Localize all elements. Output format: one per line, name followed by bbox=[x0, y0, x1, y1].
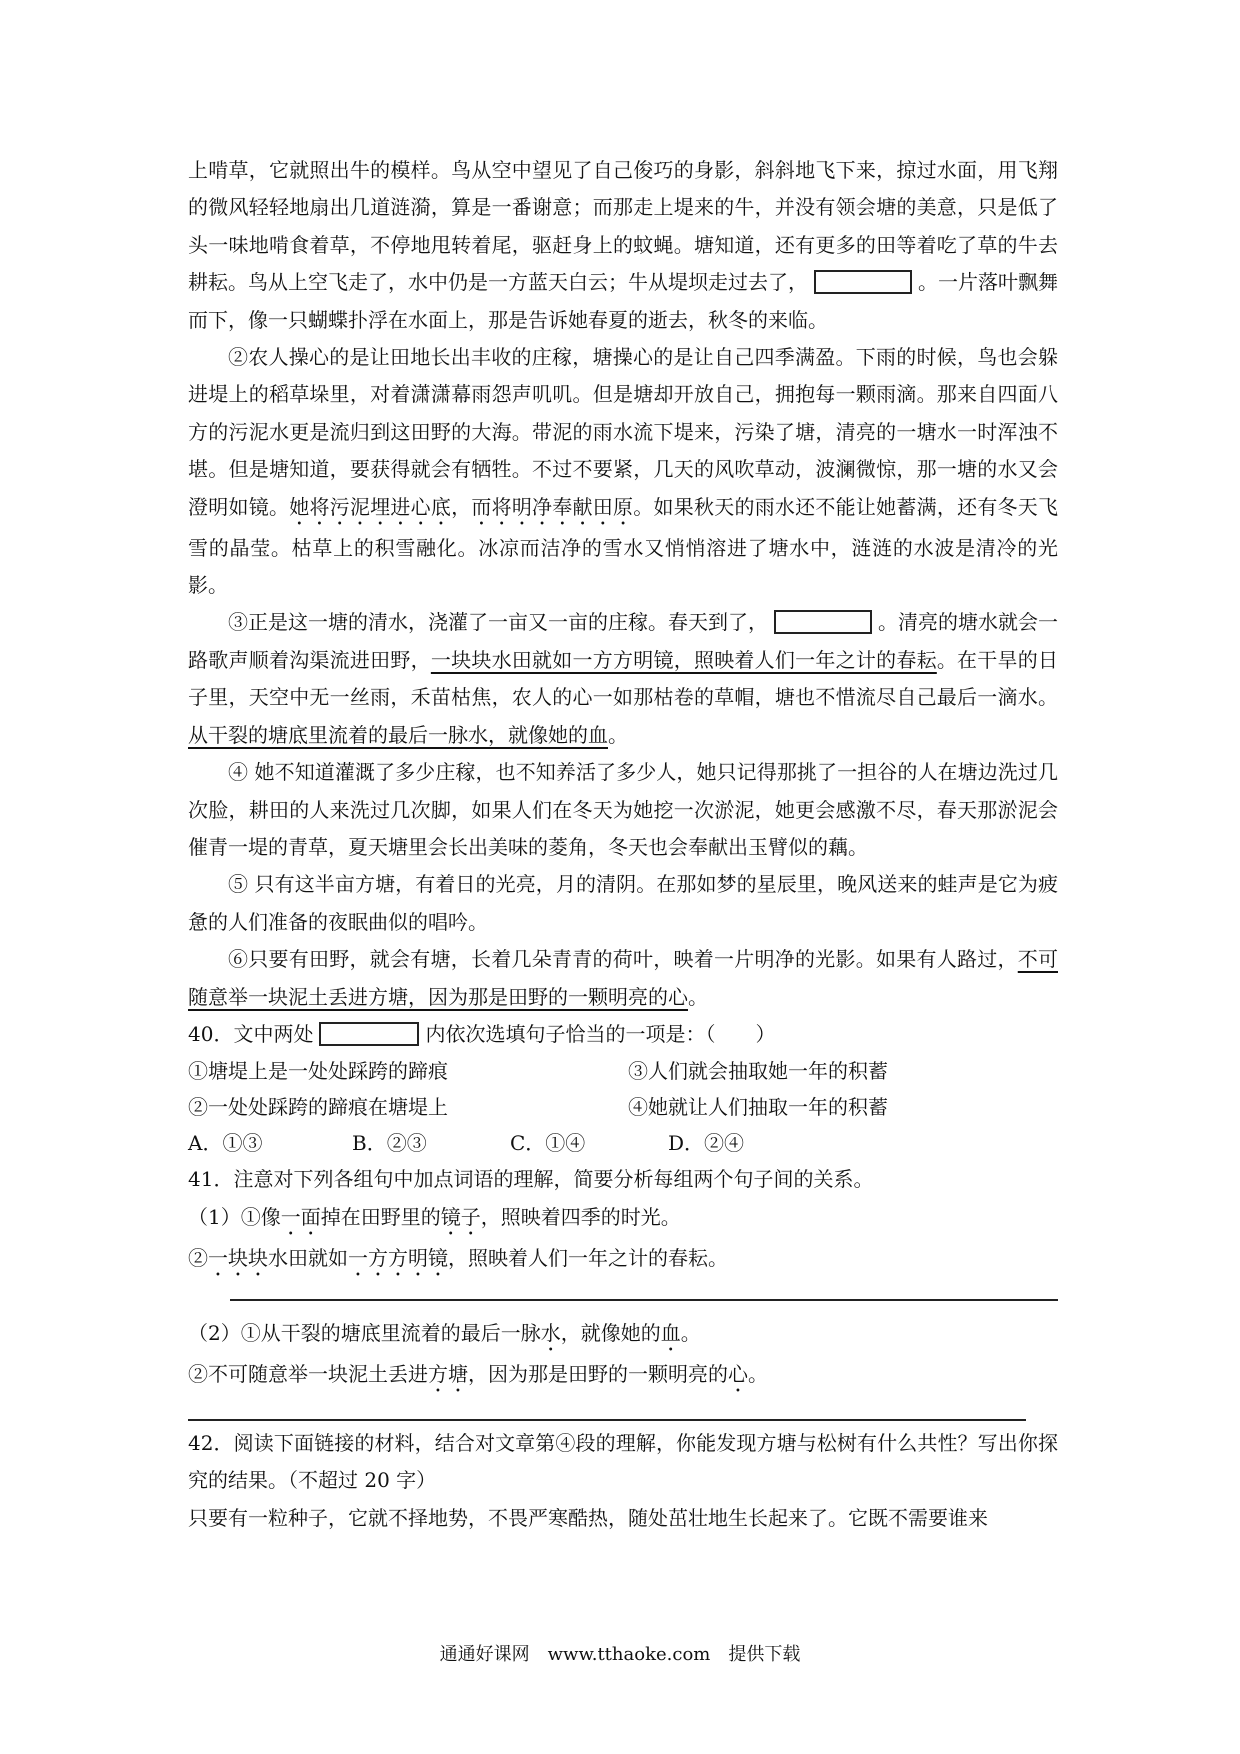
dotted-word: 一面 bbox=[280, 1204, 321, 1229]
answer-blank-2[interactable] bbox=[774, 610, 872, 634]
text: 水田就如 bbox=[268, 1245, 348, 1270]
dotted-word: 心 bbox=[728, 1361, 748, 1386]
text: 内依次选填句子恰当的一项是：（ ） bbox=[425, 1021, 776, 1046]
text: ②不可随意举一块泥土丢进 bbox=[188, 1361, 428, 1386]
question-41-stem: 41．注意对下列各组句中加点词语的理解，简要分析每组两个句子间的关系。 bbox=[188, 1167, 874, 1192]
choice-b[interactable]: B．②③ bbox=[352, 1131, 427, 1156]
q40-options-row-2 bbox=[188, 1089, 1058, 1125]
question-40-stem bbox=[188, 1016, 1058, 1053]
q41-group2-sentence2 bbox=[188, 1356, 1058, 1397]
text: ⑥只要有田野，就会有塘，长着几朵青青的荷叶，映着一片明净的光影。如果有人路过， bbox=[228, 947, 1018, 972]
text: 。如果秋天的雨水还不能让她蓄满，还有冬天飞雪的晶莹。枯草上的积雪融化。冰凉而洁净的雪水又悄悄溶进了塘水中，涟涟的水波是清冷的光影。 bbox=[188, 494, 1059, 598]
blank-box-icon bbox=[319, 1022, 419, 1046]
q40-options-row-1 bbox=[188, 1053, 1058, 1089]
answer-line-2[interactable] bbox=[188, 1419, 1026, 1421]
page-footer: 通通好课网 www.tthaoke.com 提供下载 bbox=[439, 1644, 801, 1665]
text: ③正是这一塘的清水，浇灌了一亩又一亩的庄稼。春天到了， bbox=[228, 610, 768, 635]
text: 上啃草，它就照出牛的模样。鸟从空中望见了自己俊巧的身影，斜斜地飞下来，掠过水面，用飞翔的微风轻轻地扇出几道涟漪，算是一番谢意；而那走上堤来的牛，并没有领会塘的美意，只是低了头一味地啃食着草，不停地甩转着尾，驱赶身上的蚊蝇。塘知道，还有更多的田等着吃了草的牛去耕耘。鸟从上空飞走了，水中仍是一方蓝天白云；牛从堤坝走过去了， bbox=[188, 158, 1058, 295]
text: ，照映着人们一年之计的春耘。 bbox=[448, 1245, 728, 1270]
choice-c[interactable]: C．①④ bbox=[510, 1131, 586, 1156]
q41-group1-sentence1 bbox=[188, 1199, 1058, 1240]
text: ，因为那是田野的一颗明亮的 bbox=[468, 1361, 728, 1386]
dotted-word: 镜子 bbox=[440, 1204, 481, 1229]
option-1: ①塘堤上是一处处踩跨的蹄痕 bbox=[188, 1059, 448, 1084]
paragraph-5: ⑤ 只有这半亩方塘，有着日的光亮，月的清阴。在那如梦的星辰里，晚风送来的蛙声是它为疲惫的人们准备的夜眠曲似的唱吟。 bbox=[188, 872, 1058, 934]
choice-d[interactable]: D．②④ bbox=[668, 1131, 745, 1156]
underlined-sentence-2: 从干裂的塘底里流着的最后一脉水，就像她的血 bbox=[188, 722, 608, 747]
text: （2）①从干裂的塘底里流着的最后一脉 bbox=[188, 1320, 541, 1345]
text: ②农人操心的是让田地长出丰收的庄稼，塘操心的是让自己四季满盈。下雨的时候，鸟也会躲进堤上的稻草垛里，对着潇潇幕雨怨声叽叽。但是塘却开放自己，拥抱每一颗雨滴。那来自四面八方的污泥水更是流归到这田野的大海。带泥的雨水流下堤来，污染了塘，清亮的一塘水一时浑浊不堪。但是塘知道，要获得就会有牺牲。不过不要紧，几天的风吹草动，波澜微惊，那一塘的水又会澄明如镜。 bbox=[188, 345, 1058, 519]
answer-blank-1[interactable] bbox=[814, 270, 912, 294]
paragraph-2 bbox=[188, 339, 1058, 604]
paragraph-intro bbox=[188, 152, 1058, 339]
text: 40．文中两处 bbox=[188, 1021, 314, 1046]
option-2: ②一处处踩跨的蹄痕在塘堤上 bbox=[188, 1095, 448, 1120]
dotted-word: 一块块 bbox=[208, 1245, 268, 1270]
dotted-word: 方塘 bbox=[428, 1361, 468, 1386]
answer-line-1[interactable] bbox=[230, 1299, 1058, 1301]
text: ，照映着四季的时光。 bbox=[480, 1204, 681, 1229]
text: ，就像她的 bbox=[560, 1320, 661, 1345]
text: 。 bbox=[680, 1320, 701, 1345]
option-3: ③人们就会抽取她一年的积蓄 bbox=[628, 1059, 888, 1084]
option-4: ④她就让人们抽取一年的积蓄 bbox=[628, 1095, 888, 1120]
choice-a[interactable]: A．①③ bbox=[188, 1131, 263, 1156]
underlined-sentence-3: 不可随意举一块泥土丢进方塘，因为那是田野的一颗明亮的心 bbox=[188, 947, 1058, 1009]
question-42-stem: 42．阅读下面链接的材料，结合对文章第④段的理解，你能发现方塘与松树有什么共性？写出你探究的结果。（不超过 20 字） bbox=[188, 1430, 1058, 1493]
dotted-text: 她将污泥埋进心底，而将明净奉献田原 bbox=[289, 494, 634, 519]
paragraph-4: ④ 她不知道灌溉了多少庄稼，也不知养活了多少人，她只记得那挑了一担谷的人在塘边洗过几次脸，耕田的人来洗过几次脚，如果人们在冬天为她挖一次淤泥，她更会感激不尽，春天那淤泥会催青一堤的青草，夏天塘里会长出美味的菱角，冬天也会奉献出玉臂似的藕。 bbox=[188, 760, 1058, 859]
text: ② bbox=[188, 1245, 208, 1270]
text: 。 bbox=[608, 722, 628, 747]
paragraph-6 bbox=[188, 941, 1058, 1016]
text: （1）①像 bbox=[188, 1204, 281, 1229]
q42-material: 只要有一粒种子，它就不择地势，不畏严寒酷热，随处茁壮地生长起来了。它既不需要谁来 bbox=[188, 1505, 988, 1530]
text: 。 bbox=[688, 984, 708, 1009]
text: 。一片落叶飘舞而下，像一只蝴蝶扑浮在水面上，那是告诉她春夏的逝去，秋冬的来临。 bbox=[188, 270, 1058, 332]
q41-group2-sentence1 bbox=[188, 1315, 1058, 1356]
text: 。在干旱的日子里，天空中无一丝雨，禾苗枯焦，农人的心一如那枯卷的草帽，塘也不惜流尽自己最后一滴水。 bbox=[188, 647, 1059, 710]
q41-group1-sentence2 bbox=[188, 1240, 1058, 1281]
text: 。 bbox=[748, 1361, 768, 1386]
exam-content bbox=[188, 152, 1058, 1537]
underlined-sentence-1: 一块块水田就如一方方明镜，照映着人们一年之计的春耘 bbox=[430, 647, 937, 672]
text: 。清亮的塘水就会一路歌声顺着沟渠流进田野， bbox=[188, 610, 1058, 672]
text: 掉在田野里的 bbox=[320, 1204, 441, 1229]
dotted-word: 血 bbox=[660, 1320, 681, 1345]
paragraph-3 bbox=[188, 604, 1058, 754]
q40-choices bbox=[188, 1125, 1058, 1161]
dotted-word: 一方方明镜 bbox=[348, 1245, 448, 1270]
dotted-word: 水 bbox=[540, 1320, 561, 1345]
